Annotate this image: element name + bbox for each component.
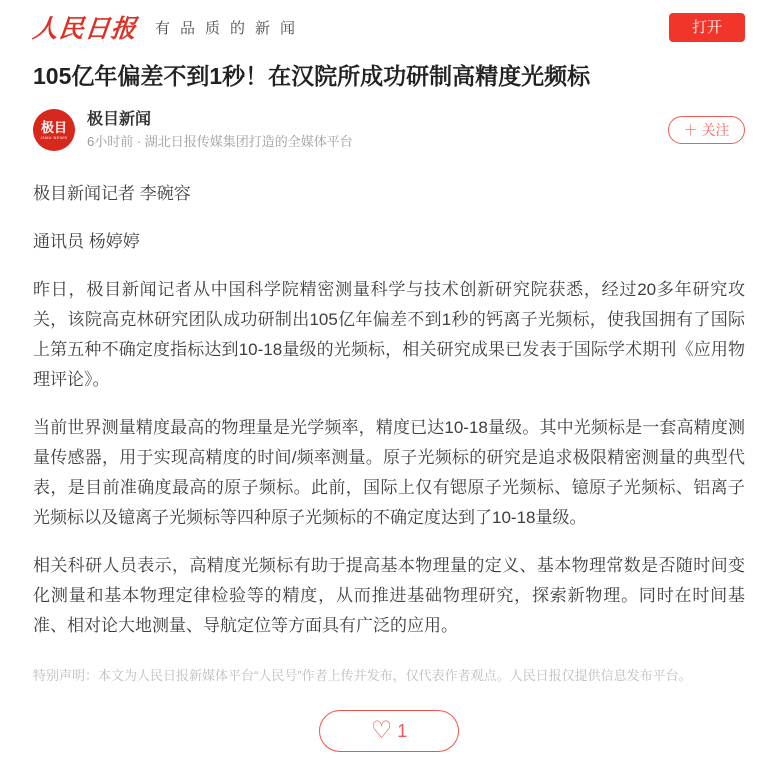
peoples-daily-logo[interactable]: 人民日报 — [31, 14, 139, 43]
article-title: 105亿年偏差不到1秒！在汉院所成功研制高精度光频标 — [33, 63, 591, 89]
plus-icon: ＋ — [683, 122, 698, 138]
heart-icon: ♡ — [370, 717, 393, 744]
brand-area — [33, 9, 305, 45]
paragraph-reporter: 极目新闻记者 李碗容 — [33, 184, 191, 203]
author-name[interactable]: 极目新闻 — [87, 111, 152, 128]
paragraph-correspondent: 通讯员 杨婷婷 — [33, 232, 140, 251]
author-meta: 6小时前 · 湖北日报传媒集团打造的全媒体平台 — [87, 134, 353, 149]
paragraph-body-3: 相关科研人员表示，高精度光频标有助于提高基本物理量的定义、基本物理常数是否随时间变化测量和基本物理定律检验等的精度，从而推进基础物理研究，探索新物理。同时在时间基准、相对论大地测量、导航定位等方面具有广泛的应用。 — [33, 556, 745, 635]
like-button[interactable] — [319, 710, 459, 752]
paragraph-body-1: 昨日，极目新闻记者从中国科学院精密测量科学与技术创新研究院获悉，经过20多年研究攻关，该院高克林研究团队成功研制出105亿年偏差不到1秒的钙离子光频标，使我国拥有了国际上第五种不确定度指标达到10-18量级的光频标，相关研究成果已发表于国际学术期刊《应用物理评论》。 — [33, 280, 745, 389]
author-info — [87, 110, 353, 150]
article-body — [33, 179, 745, 641]
brand-tagline: 有品质的新闻 — [155, 19, 306, 37]
top-bar — [33, 10, 745, 44]
follow-button[interactable] — [668, 116, 745, 144]
like-row — [33, 710, 745, 752]
disclaimer-text: 特别声明：本文为人民日报新媒体平台“人民号”作者上传并发布，仅代表作者观点。人民日报仅提供信息发布平台。 — [33, 668, 692, 683]
like-count: 1 — [397, 721, 408, 741]
author-row — [33, 109, 745, 151]
open-app-button[interactable]: 打开 — [669, 13, 745, 42]
follow-label: 关注 — [701, 122, 730, 138]
author-avatar[interactable] — [33, 109, 75, 151]
paragraph-body-2: 当前世界测量精度最高的物理量是光学频率，精度已达10-18量级。其中光频标是一套高精度测量传感器，用于实现高精度的时间/频率测量。原子光频标的研究是追求极限精密测量的典型代表，是目前准确度最高的原子频标。此前，国际上仅有锶原子光频标、镱原子光频标、铝离子光频标以及镱离子光频标等四种原子光频标的不确定度达到了10-18量级。 — [33, 418, 745, 527]
avatar-subtext: JIMU NEWS — [40, 134, 68, 140]
avatar-text: 极目 — [40, 119, 67, 135]
